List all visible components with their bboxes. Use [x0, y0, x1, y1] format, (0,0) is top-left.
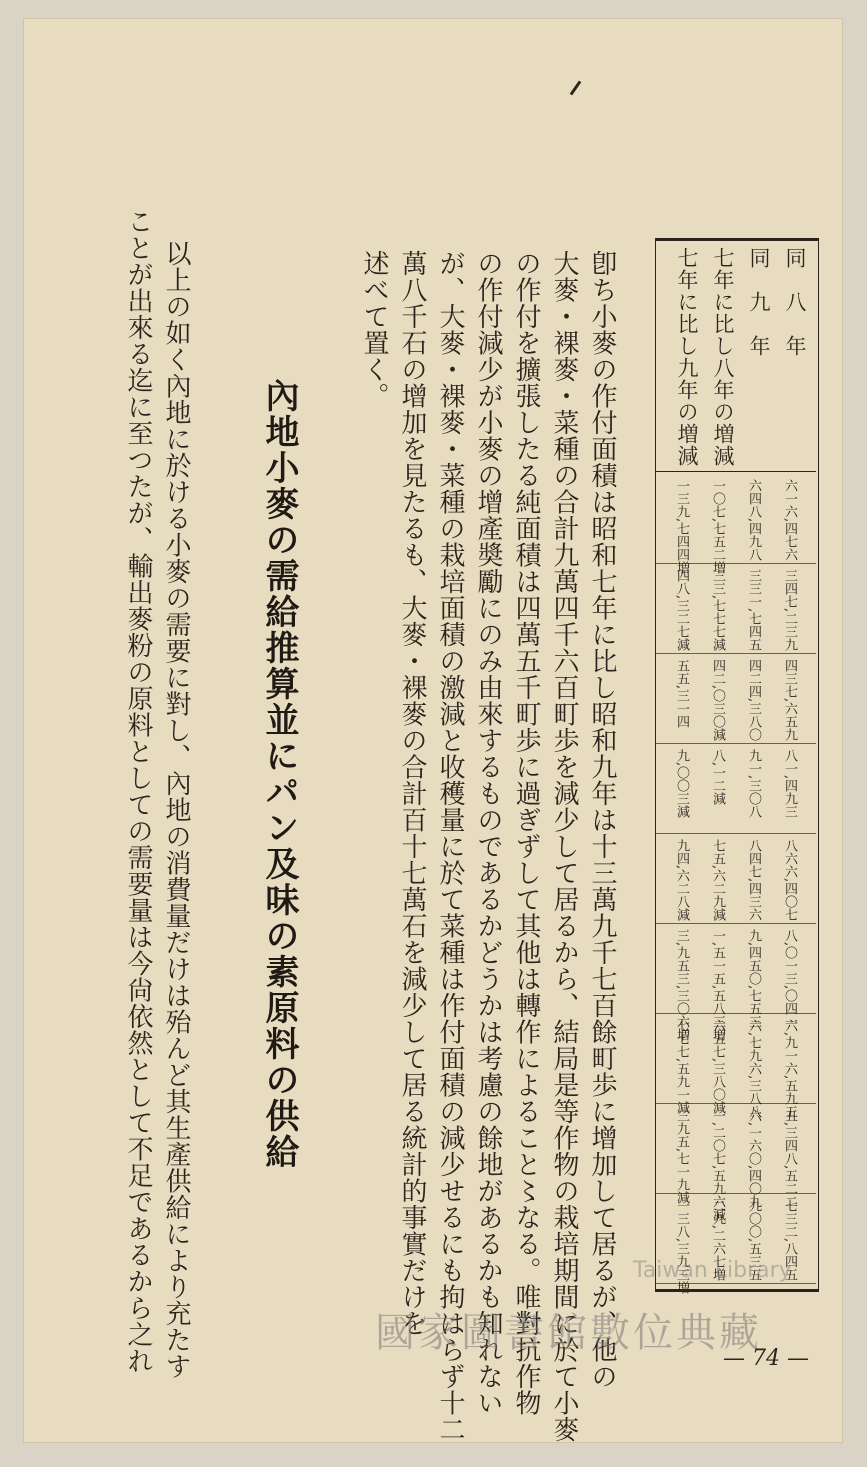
table-cell: 七三二,八四五: [782, 1199, 797, 1282]
table-cell: 四二,〇三〇減: [710, 659, 725, 742]
margin-mark: [570, 81, 582, 96]
section-heading: 內地小麥の需給推算並にパン及味の素原料の供給: [259, 378, 299, 1170]
table-header-cell: 七年に比し九年の増減: [675, 247, 699, 467]
table-cell: 一〇七,七五二増: [710, 479, 725, 575]
table-cell: 一三九,七四四増: [674, 479, 689, 575]
table-cell: 一,五一五,五八三増: [710, 929, 725, 1042]
table-cell: 三三,七七七減: [710, 569, 725, 652]
watermark: 國家圖書館數位典藏: [375, 1310, 762, 1356]
table-cell: 三四七,二三九: [782, 569, 797, 652]
table-row: [656, 833, 816, 924]
table-cell: 八六六,四〇七: [782, 839, 797, 922]
table-header: [656, 241, 816, 472]
table-row: [656, 1013, 816, 1119]
table-cell: 四二四,三八〇: [746, 659, 761, 742]
page-number: — 74 —: [723, 1346, 809, 1371]
table-row: [656, 923, 816, 1042]
text-column: 萬八千石の增加を見たるも、大麥・裸麥の合計百十七萬石を減少して居る統計的事實だけを: [397, 250, 427, 1337]
table-row: [656, 1103, 816, 1222]
table-cell: 六,七九六,三八八: [746, 1019, 761, 1119]
statistics-table: [655, 238, 819, 1295]
table-cell: 七七七,五九一減: [674, 1019, 689, 1115]
table-header-cell: 同 九 年: [747, 247, 771, 357]
table-row: [656, 563, 816, 654]
text-column: 述べて置く。: [359, 250, 389, 409]
text-column: の作付を擴張したる純面積は四萬五千町歩に過ぎずして其他は轉作によること〻なる。唯對抗作物: [511, 250, 541, 1416]
table-cell: 四八,三二七減: [674, 569, 689, 652]
table-cell: 六一六,四七六: [782, 479, 797, 562]
table-cell: 七五,六二九減: [710, 839, 725, 922]
table-header-cell: 同 八 年: [783, 247, 807, 357]
document-page: [23, 18, 843, 1443]
table-cell: 九四,六二八減: [674, 839, 689, 922]
table-row: [656, 473, 816, 575]
table-cell: 五五,三一四: [674, 659, 689, 729]
text-column: 以上の如く內地に於ける小麥の需要に對し、內地の消費量だけは殆んど其生產供給により充たす: [161, 240, 191, 1380]
table-cell: 一,二〇七,五九六減: [710, 1109, 725, 1222]
table-cell: 三九五,七一九減: [674, 1109, 689, 1205]
text-column: が、大麥・裸麥・菜種の栽培面積の激減と收穫量に於て菜種は作付面積の減少せるにも拘はらず十二: [435, 250, 465, 1443]
table-cell: 九,〇〇三減: [674, 749, 689, 819]
table-cell: 九,四五〇,七五三: [746, 929, 761, 1029]
table-row: [656, 653, 816, 744]
text-column: 卽ち小麥の作付面積は昭和七年に比し昭和九年は十三萬九千七百餘町歩に增加して居るが、他の: [587, 250, 617, 1390]
table-cell: 九一,三〇八: [746, 749, 761, 819]
table-cell: 六,九一六,五九五: [782, 1019, 797, 1119]
table-cell: 八四七,四三六: [746, 839, 761, 922]
watermark-english: Taiwan Library: [633, 1258, 792, 1283]
table-header-cell: 七年に比し八年の増減: [711, 247, 735, 467]
text-column: ことが出來る迄に至つたが、輸出麥粉の原料としての需要量は今尙依然として不足であるから之れ: [123, 208, 153, 1374]
table-cell: 六,一六〇,四〇九: [746, 1109, 761, 1209]
table-cell: 八,一二減: [710, 749, 725, 806]
table-cell: 六五七,三八〇減: [710, 1019, 725, 1115]
table-cell: 三,九五三,三〇六増: [674, 929, 689, 1042]
table-cell: 五,三四八,五二二: [782, 1109, 797, 1209]
text-column: の作付減少が小麥の增產奬勵にのみ由來するものであるかどうかは考慮の餘地があるかも知れない: [473, 250, 503, 1416]
table-cell: 九〇〇,五三五: [746, 1199, 761, 1282]
table-cell: 一三八,三九三増: [674, 1199, 689, 1295]
table-cell: 四三七,六五九: [782, 659, 797, 742]
table-cell: 八,〇一三,〇四一: [782, 929, 797, 1029]
text-column: 大麥・裸麥・菜種の合計九萬四千六百町歩を減少して居るから、結局是等作物の栽培期間に於て小麥: [549, 250, 579, 1443]
table-row: [656, 743, 816, 834]
table-cell: 二九,二六七増: [710, 1199, 725, 1282]
table-cell: 八一,四九三: [782, 749, 797, 819]
table-cell: 三三一,七四五: [746, 569, 761, 652]
table-cell: 六四八,四九八: [746, 479, 761, 562]
